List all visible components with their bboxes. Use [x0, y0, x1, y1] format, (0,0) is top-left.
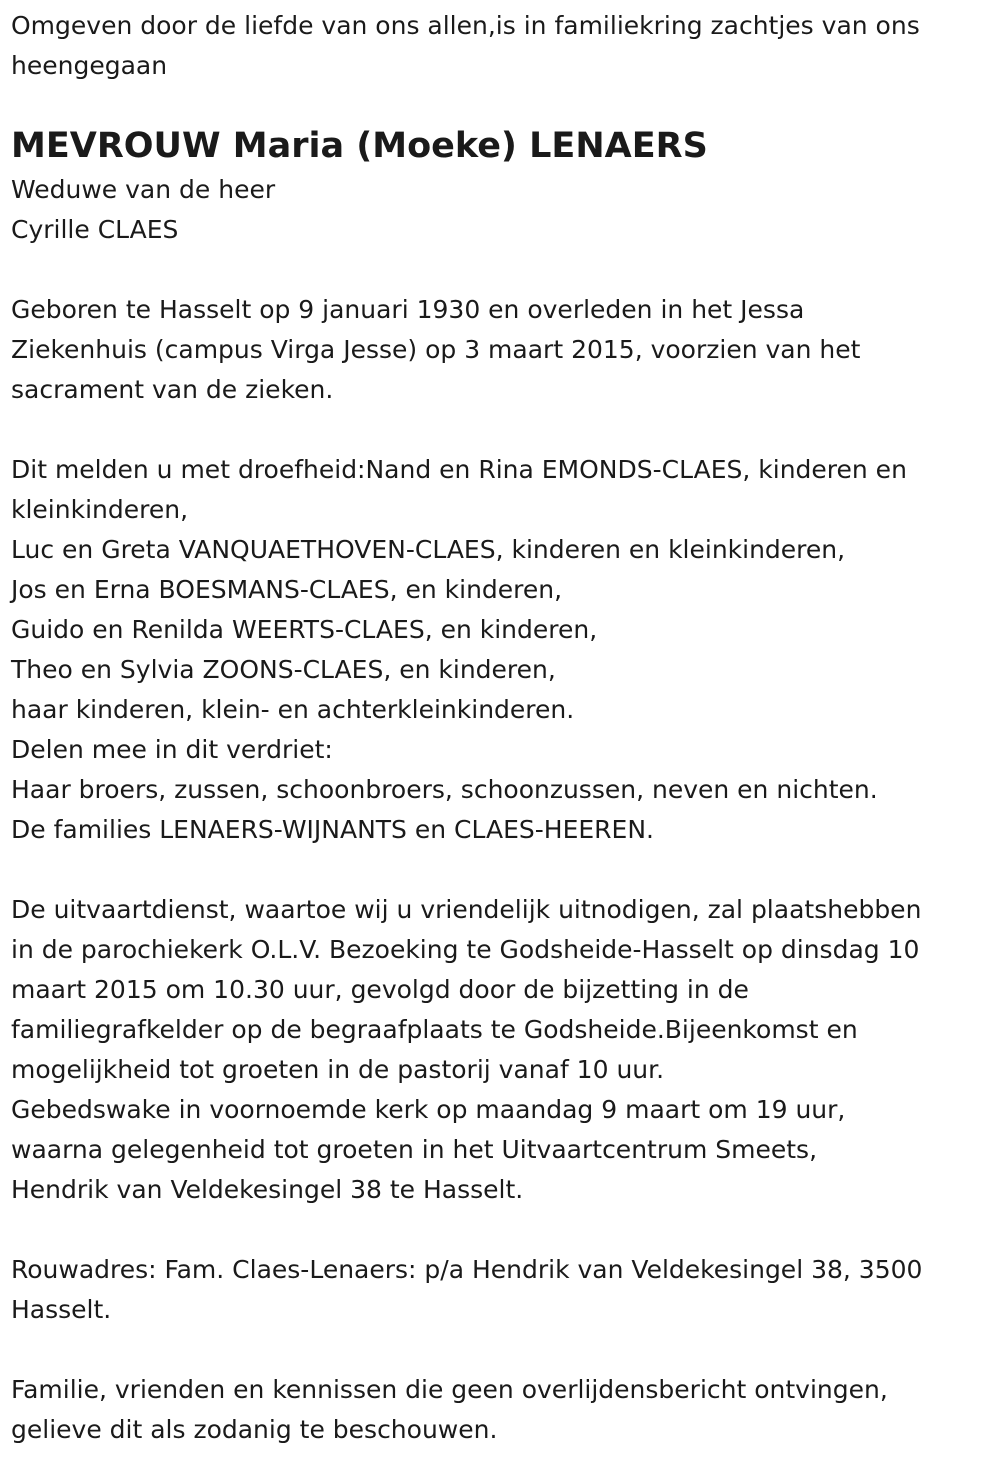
- paragraph-gap: [11, 850, 988, 890]
- service-line: familiegrafkelder op de begraafplaats te Godsheide.Bijeenkomst en: [11, 1015, 858, 1044]
- family-line: Theo en Sylvia ZOONS-CLAES, en kinderen,: [11, 655, 556, 684]
- address-line: Rouwadres: Fam. Claes-Lenaers: p/a Hendrik van Veldekesingel 38, 3500: [11, 1255, 923, 1284]
- service-line: Hendrik van Veldekesingel 38 te Hasselt.: [11, 1175, 524, 1204]
- family-line: De families LENAERS-WIJNANTS en CLAES-HEEREN.: [11, 815, 654, 844]
- family-line: kleinkinderen,: [11, 495, 189, 524]
- service-line: Gebedswake in voornoemde kerk op maandag 9 maart om 19 uur,: [11, 1095, 846, 1124]
- spouse-paragraph: [11, 170, 988, 250]
- service-line: De uitvaartdienst, waartoe wij u vriendelijk uitnodigen, zal plaatshebben: [11, 895, 922, 924]
- birth-line: sacrament van de zieken.: [11, 375, 334, 404]
- family-line: Guido en Renilda WEERTS-CLAES, en kinderen,: [11, 615, 598, 644]
- address-line: Hasselt.: [11, 1295, 112, 1324]
- family-line: Luc en Greta VANQUAETHOVEN-CLAES, kinderen en kleinkinderen,: [11, 535, 846, 564]
- service-line: in de parochiekerk O.L.V. Bezoeking te Godsheide-Hasselt op dinsdag 10: [11, 935, 920, 964]
- service-paragraph: [11, 890, 988, 1210]
- paragraph-gap: [11, 410, 988, 450]
- intro-paragraph: [11, 6, 988, 86]
- intro-line: Omgeven door de liefde van ons allen,is in familiekring zachtjes van ons: [11, 11, 920, 40]
- closing-paragraph: [11, 1370, 988, 1450]
- birth-paragraph: [11, 290, 988, 410]
- birth-line: Geboren te Hasselt op 9 januari 1930 en overleden in het Jessa: [11, 295, 805, 324]
- closing-line: gelieve dit als zodanig te beschouwen.: [11, 1415, 498, 1444]
- family-line: Haar broers, zussen, schoonbroers, schoonzussen, neven en nichten.: [11, 775, 878, 804]
- intro-line: heengegaan: [11, 51, 168, 80]
- spouse-line: Weduwe van de heer: [11, 175, 276, 204]
- paragraph-gap: [11, 1210, 988, 1250]
- service-line: waarna gelegenheid tot groeten in het Uitvaartcentrum Smeets,: [11, 1135, 818, 1164]
- paragraph-gap: [11, 250, 988, 290]
- family-paragraph: [11, 450, 988, 850]
- address-paragraph: [11, 1250, 988, 1330]
- spouse-line: Cyrille CLAES: [11, 215, 179, 244]
- birth-line: Ziekenhuis (campus Virga Jesse) op 3 maart 2015, voorzien van het: [11, 335, 861, 364]
- family-line: Delen mee in dit verdriet:: [11, 735, 333, 764]
- deceased-name-title: MEVROUW Maria (Moeke) LENAERS: [11, 126, 708, 166]
- closing-line: Familie, vrienden en kennissen die geen overlijdensbericht ontvingen,: [11, 1375, 888, 1404]
- service-line: maart 2015 om 10.30 uur, gevolgd door de bijzetting in de: [11, 975, 749, 1004]
- service-line: mogelijkheid tot groeten in de pastorij vanaf 10 uur.: [11, 1055, 665, 1084]
- family-line: Dit melden u met droefheid:Nand en Rina EMONDS-CLAES, kinderen en: [11, 455, 907, 484]
- paragraph-gap: [11, 1330, 988, 1370]
- family-line: haar kinderen, klein- en achterkleinkinderen.: [11, 695, 575, 724]
- family-line: Jos en Erna BOESMANS-CLAES, en kinderen,: [11, 575, 563, 604]
